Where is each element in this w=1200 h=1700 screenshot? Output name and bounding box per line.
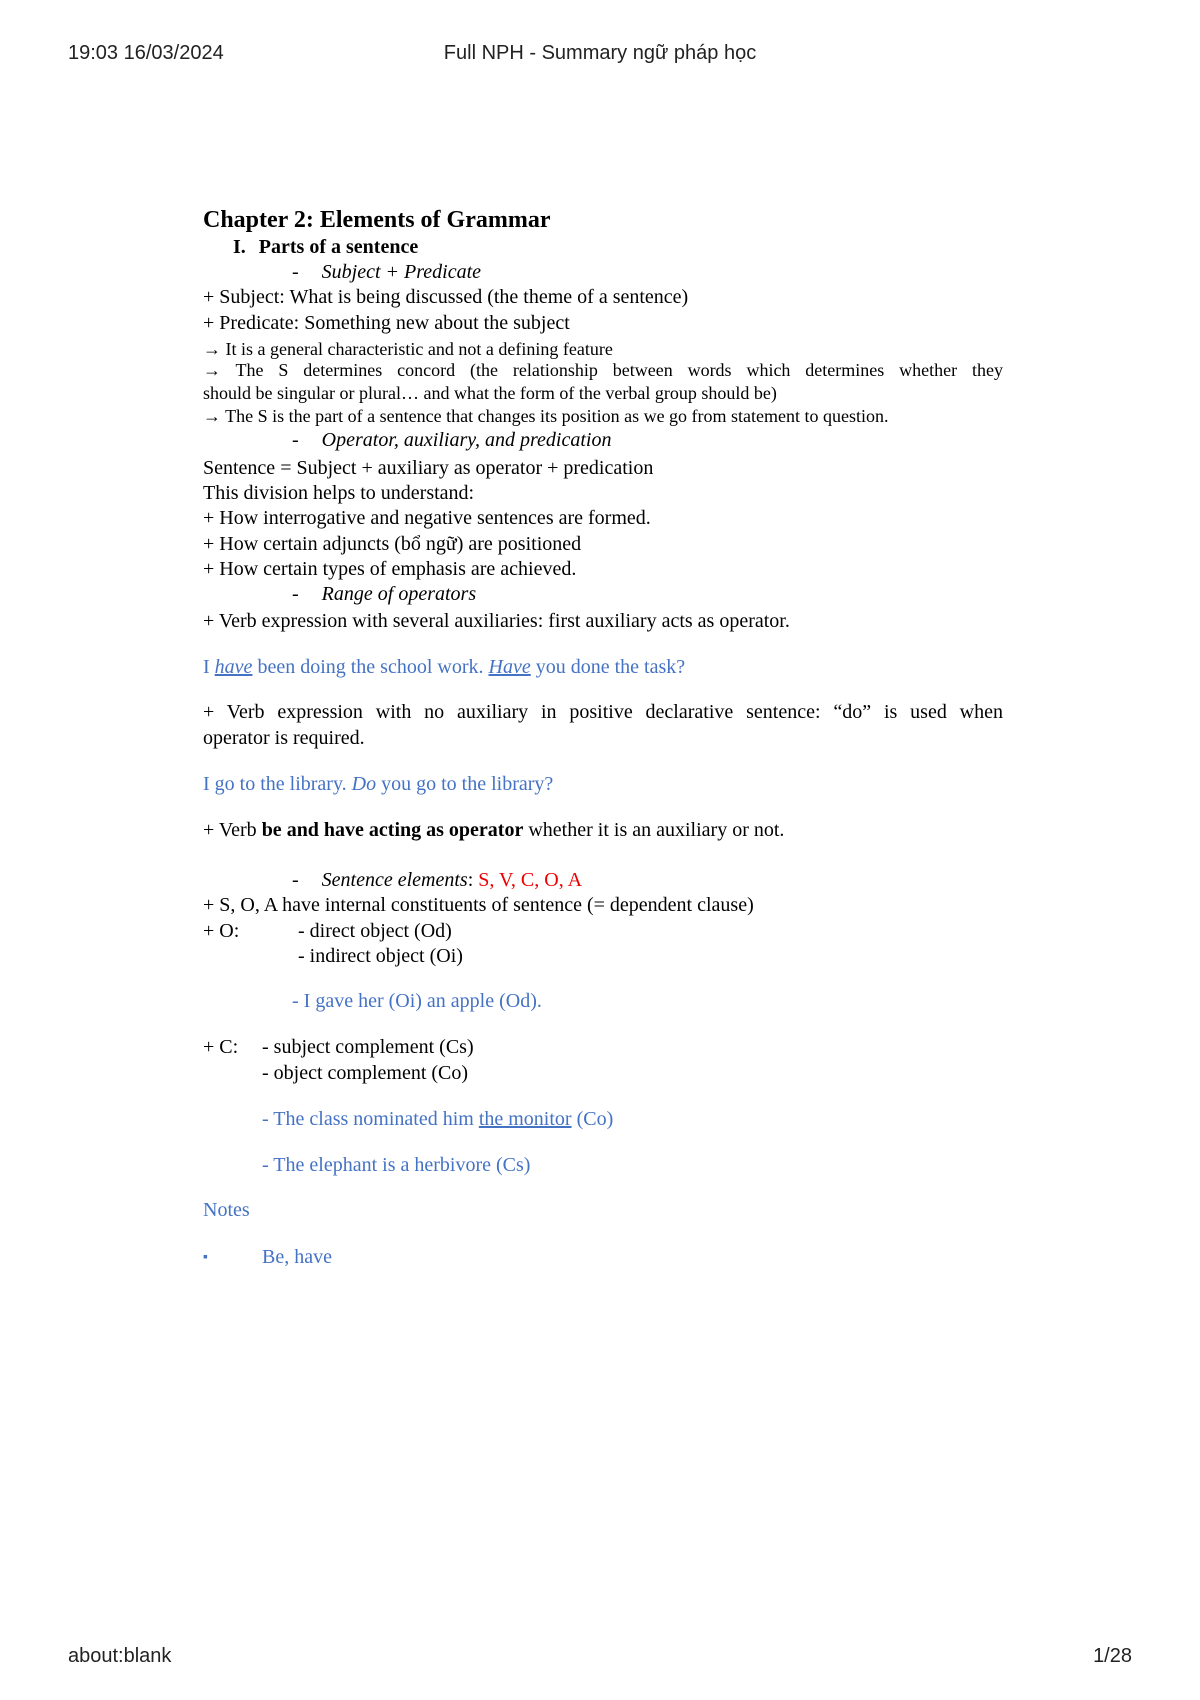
footer-page-number: 1/28: [1093, 1645, 1132, 1667]
footer-url: about:blank: [68, 1645, 172, 1667]
example-emphasis: have: [214, 656, 253, 678]
arrow-note-2a-text: → The S determines concord (the relationship between words which determines whether they: [203, 360, 1003, 380]
section-title: Parts of a sentence: [258, 236, 419, 258]
square-bullet-icon: ▪: [203, 1250, 208, 1265]
verb-no-aux-a: [203, 700, 1003, 724]
sentence-formula: Sentence = Subject + auxiliary as operator + predication: [203, 457, 654, 479]
subheading-text: Operator, auxiliary, and predication: [321, 429, 612, 451]
text: + Verb: [203, 819, 262, 841]
section-heading: [233, 235, 418, 259]
example-underlined: the monitor: [478, 1108, 572, 1130]
dash: -: [292, 429, 299, 451]
subheading-text: Sentence elements: [321, 869, 468, 891]
subheading-elements: [292, 868, 582, 892]
dash: -: [292, 261, 299, 283]
notes-heading: Notes: [203, 1199, 250, 1221]
indirect-object: - indirect object (Oi): [298, 945, 463, 967]
arrow-note-1: → It is a general characteristic and not a defining feature: [203, 339, 613, 359]
verb-no-aux-a-text: + Verb expression with no auxiliary in positive declarative sentence: “do” is used when: [203, 701, 1003, 723]
example-1: [203, 655, 685, 679]
subheading-text: Range of operators: [321, 583, 477, 605]
direct-object: - direct object (Od): [298, 920, 452, 942]
arrow-note-2b: should be singular or plural… and what the form of the verbal group should be): [203, 383, 777, 403]
section-number: I.: [233, 236, 246, 258]
verb-expression-several: + Verb expression with several auxiliaries: first auxiliary acts as operator.: [203, 610, 790, 632]
example-emphasis: Have: [488, 656, 531, 678]
example-text: I go to the library.: [203, 773, 352, 795]
soa-constituents: + S, O, A have internal constituents of sentence (= dependent clause): [203, 894, 754, 916]
example-emphasis: Do: [351, 773, 377, 795]
arrow-note-2a: [203, 358, 1003, 382]
bullet-emphasis: + How certain types of emphasis are achieved.: [203, 558, 577, 580]
example-text: - The class nominated him: [262, 1108, 479, 1130]
header-title: Full NPH - Summary ngữ pháp học: [443, 42, 757, 64]
bullet-interrogative: + How interrogative and negative sentences are formed.: [203, 507, 651, 529]
subheading-operator: [292, 428, 611, 452]
complement-label: + C:: [203, 1036, 239, 1058]
bold-text: be and have acting as operator: [261, 819, 524, 841]
dash: -: [292, 869, 299, 891]
example-text: I: [203, 656, 215, 678]
object-label: + O:: [203, 920, 240, 942]
predicate-definition: + Predicate: Something new about the subject: [203, 312, 570, 334]
subject-definition: + Subject: What is being discussed (the theme of a sentence): [203, 286, 689, 308]
division-intro: This division helps to understand:: [203, 482, 475, 504]
verb-no-aux-b: operator is required.: [203, 727, 365, 749]
subject-complement: - subject complement (Cs): [262, 1036, 474, 1058]
subheading-range: [292, 582, 476, 606]
example-text: you done the task?: [530, 656, 686, 678]
header-datetime: 19:03 16/03/2024: [68, 42, 224, 64]
example-4: [262, 1107, 613, 1131]
chapter-title: Chapter 2: Elements of Grammar: [203, 207, 551, 233]
example-5: - The elephant is a herbivore (Cs): [262, 1154, 531, 1176]
example-text: you go to the library?: [376, 773, 554, 795]
subheading-text: Subject + Predicate: [321, 261, 482, 283]
arrow-note-3: → The S is the part of a sentence that changes its position as we go from statement to question.: [203, 406, 889, 426]
dash: -: [292, 583, 299, 605]
notes-bullet-item: [203, 1245, 332, 1270]
subheading-subject-predicate: [292, 260, 481, 284]
bullet-adjuncts: + How certain adjuncts (bổ ngữ) are positioned: [203, 533, 582, 555]
be-have-operator: [203, 818, 784, 842]
bullet-text: Be, have: [262, 1246, 332, 1268]
object-complement: - object complement (Co): [262, 1062, 469, 1084]
example-3: - I gave her (Oi) an apple (Od).: [292, 990, 542, 1012]
example-text: (Co): [571, 1108, 614, 1130]
example-text: been doing the school work.: [252, 656, 489, 678]
text: whether it is an auxiliary or not.: [523, 819, 785, 841]
sentence-elements-list: S, V, C, O, A: [478, 869, 583, 891]
colon: :: [467, 869, 479, 891]
example-2: [203, 772, 553, 796]
